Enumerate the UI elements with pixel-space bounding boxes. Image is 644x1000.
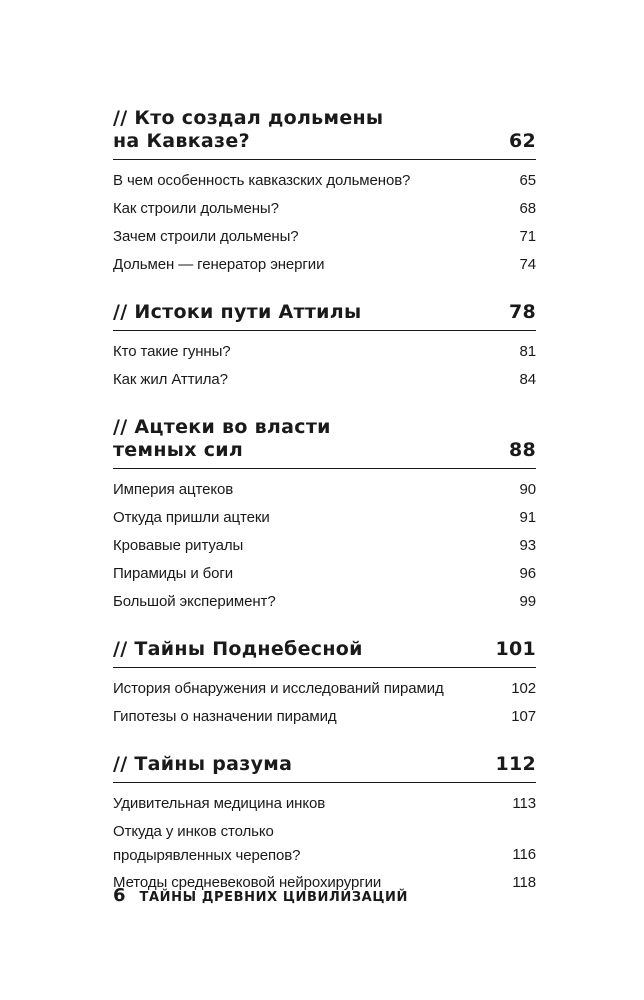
section-heading[interactable] [113,638,536,668]
entry-page-number: 71 [519,228,536,245]
entry-page-number: 91 [519,509,536,526]
toc-entry[interactable] [113,703,536,731]
toc-section [113,107,536,279]
entry-page-number: 90 [519,481,536,498]
entry-title: Империя ацтеков [113,481,234,498]
toc-section [113,301,536,394]
entry-title: Откуда у инков столько продырявленных черепов? [113,823,301,864]
entry-title: Большой эксперимент? [113,593,276,610]
entry-page-number: 93 [519,537,536,554]
toc-entry[interactable] [113,532,536,560]
entry-page-number: 102 [511,680,536,697]
page-number: 6 [113,885,126,906]
toc-entry[interactable] [113,476,536,504]
section-title: // Истоки пути Аттилы [113,301,362,323]
entry-title: Зачем строили дольмены? [113,228,299,245]
section-title: // Тайны разума [113,753,293,775]
toc-entry[interactable] [113,195,536,223]
toc-entry[interactable] [113,338,536,366]
entry-title: Как строили дольмены? [113,200,279,217]
toc-entry[interactable] [113,675,536,703]
section-page-number: 78 [508,301,536,323]
toc-entry[interactable] [113,251,536,279]
entry-title: Кровавые ритуалы [113,537,244,554]
toc-entry[interactable] [113,818,536,869]
toc-entry[interactable] [113,504,536,532]
entry-page-number: 113 [512,795,536,812]
entry-title: В чем особенность кавказских дольменов? [113,172,411,189]
section-page-number: 62 [508,130,536,152]
entry-page-number: 81 [519,343,536,360]
toc-section [113,638,536,731]
section-page-number: 101 [495,638,536,660]
toc-entry[interactable] [113,588,536,616]
section-heading[interactable] [113,107,536,160]
section-page-number: 112 [495,753,536,775]
entry-title: История обнаружения и исследований пирамид [113,680,444,697]
entry-title: Методы средневековой нейрохирургии [113,874,382,891]
entry-page-number: 99 [519,593,536,610]
entry-title: Кто такие гунны? [113,343,231,360]
entry-page-number: 68 [519,200,536,217]
entry-title: Как жил Аттила? [113,371,228,388]
page-footer [113,885,408,906]
entry-title: Гипотезы о назначении пирамид [113,708,337,725]
section-page-number: 88 [508,439,536,461]
entry-page-number: 116 [512,846,536,863]
entry-page-number: 65 [519,172,536,189]
entry-page-number: 118 [512,874,536,891]
section-title: // Ацтеки во власти темных сил [113,416,331,461]
toc-entry[interactable] [113,366,536,394]
entry-title: Дольмен — генератор энергии [113,256,325,273]
entry-title: Пирамиды и боги [113,565,234,582]
section-title: // Кто создал дольмены на Кавказе? [113,107,384,152]
section-heading[interactable] [113,301,536,331]
entry-title: Откуда пришли ацтеки [113,509,270,526]
toc-entry[interactable] [113,790,536,818]
section-title: // Тайны Поднебесной [113,638,363,660]
section-heading[interactable] [113,416,536,469]
section-heading[interactable] [113,753,536,783]
toc-entry[interactable] [113,560,536,588]
entry-page-number: 107 [511,708,536,725]
entry-page-number: 84 [519,371,536,388]
book-title: ТАЙНЫ ДРЕВНИХ ЦИВИЛИЗАЦИЙ [139,890,408,905]
entry-page-number: 96 [519,565,536,582]
entry-page-number: 74 [519,256,536,273]
toc-entry[interactable] [113,167,536,195]
table-of-contents [113,107,536,919]
entry-title: Удивительная медицина инков [113,795,326,812]
toc-entry[interactable] [113,223,536,251]
toc-section [113,753,536,897]
toc-section [113,416,536,616]
